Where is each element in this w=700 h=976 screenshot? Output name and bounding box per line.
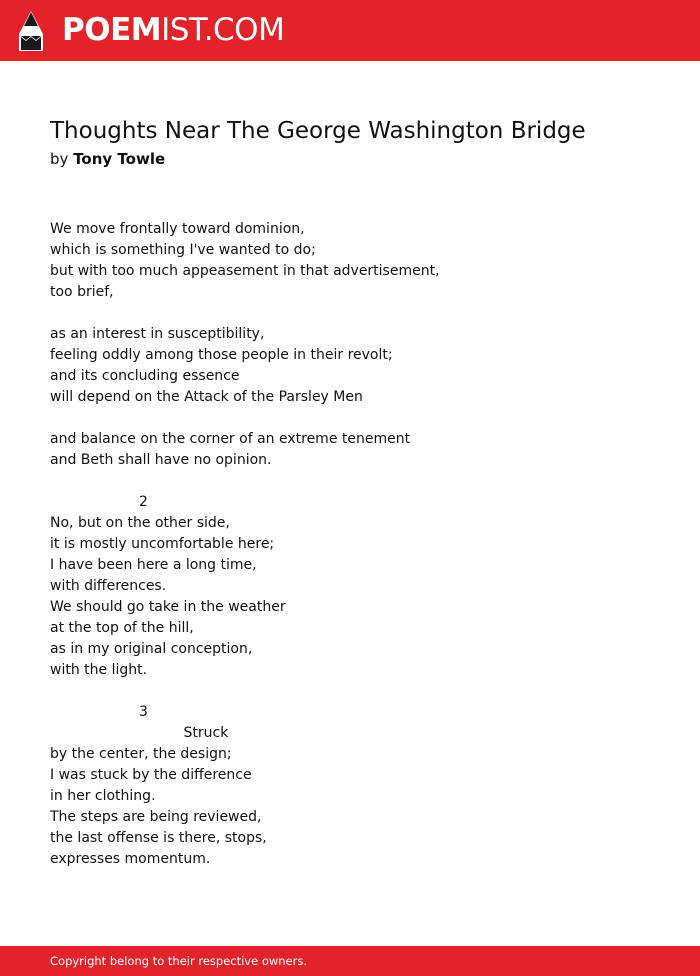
site-header <box>0 0 700 61</box>
poem-line <box>50 471 650 492</box>
site-footer <box>0 946 700 976</box>
byline <box>50 149 165 169</box>
poem-line: feeling oddly among those people in their revolt; <box>50 347 393 363</box>
poem-line: but with too much appeasement in that advertisement, <box>50 263 440 279</box>
poem-line: too brief, <box>50 284 114 300</box>
author-name: Tony Towle <box>73 150 166 168</box>
poem-line: in her clothing. <box>50 788 156 804</box>
poem-line: with differences. <box>50 578 167 594</box>
poem-title: Thoughts Near The George Washington Bridge <box>50 118 586 144</box>
poem-line: The steps are being reviewed, <box>50 809 262 825</box>
poem-line: as in my original conception, <box>50 641 253 657</box>
poem-line: Struck <box>50 725 229 741</box>
poem-line: We move frontally toward dominion, <box>50 221 305 237</box>
logo-text-bold: POEM <box>62 12 162 48</box>
poem-line: as an interest in susceptibility, <box>50 326 265 342</box>
poem-line: at the top of the hill, <box>50 620 194 636</box>
site-logo[interactable] <box>62 12 284 48</box>
poem-line: I was stuck by the difference <box>50 767 252 783</box>
poem-line <box>50 408 650 429</box>
poem-line: We should go take in the weather <box>50 599 286 615</box>
poem-line: I have been here a long time, <box>50 557 257 573</box>
poem-line: and Beth shall have no opinion. <box>50 452 272 468</box>
poem-line: and balance on the corner of an extreme tenement <box>50 431 411 447</box>
poem-line: will depend on the Attack of the Parsley Men <box>50 389 363 405</box>
poem-line: 3 <box>50 704 148 720</box>
poem-line <box>50 303 650 324</box>
byline-prefix: by <box>50 150 69 168</box>
copyright-notice: Copyright belong to their respective owners. <box>50 954 308 968</box>
poem-line: with the light. <box>50 662 148 678</box>
logo-text-light: IST.COM <box>161 12 285 48</box>
poem-line: the last offense is there, stops, <box>50 830 267 846</box>
pencil-icon[interactable] <box>18 10 44 52</box>
poem-line: it is mostly uncomfortable here; <box>50 536 275 552</box>
poem-body <box>50 219 650 870</box>
poem-line <box>50 681 650 702</box>
poem-line: and its concluding essence <box>50 368 240 384</box>
poem-line: No, but on the other side, <box>50 515 230 531</box>
poem-line: by the center, the design; <box>50 746 232 762</box>
poem-line: expresses momentum. <box>50 851 211 867</box>
poem-line: 2 <box>50 494 148 510</box>
poem-line: which is something I've wanted to do; <box>50 242 316 258</box>
